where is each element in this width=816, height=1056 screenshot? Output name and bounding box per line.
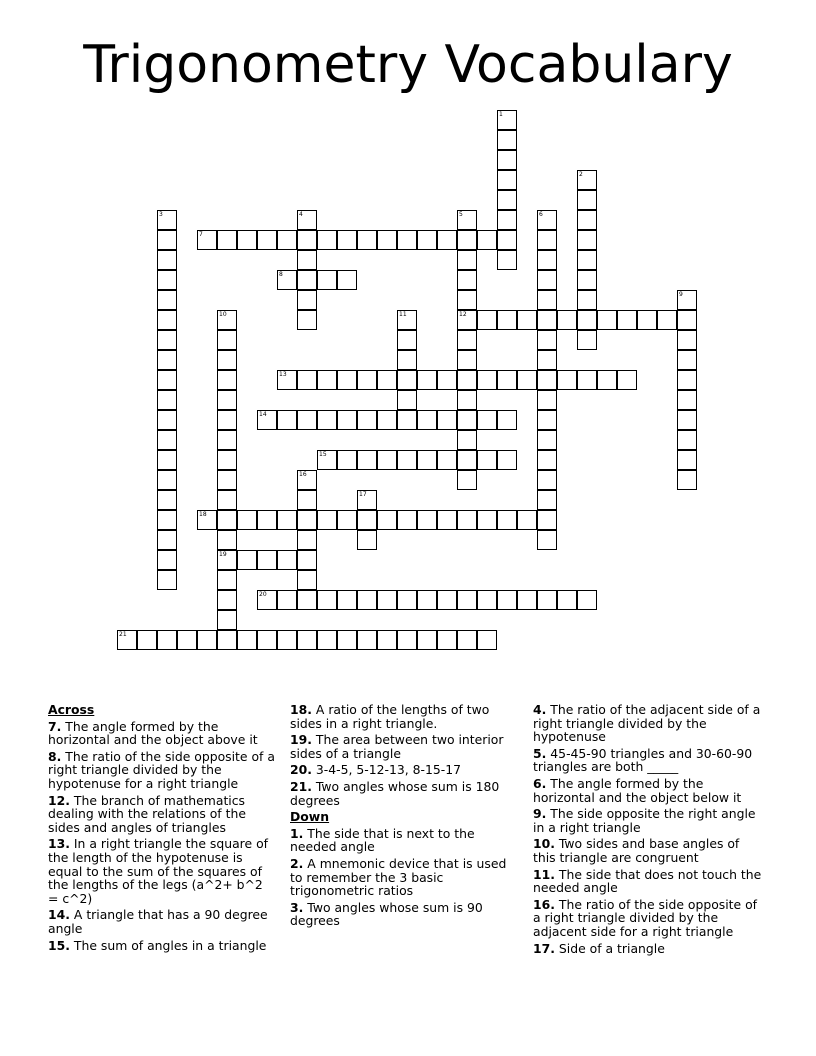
grid-cell[interactable] xyxy=(537,450,557,470)
grid-cell[interactable] xyxy=(457,510,477,530)
grid-cell[interactable] xyxy=(537,230,557,250)
grid-cell[interactable] xyxy=(497,110,517,130)
grid-cell[interactable] xyxy=(157,370,177,390)
grid-cell[interactable] xyxy=(157,470,177,490)
grid-cell[interactable] xyxy=(297,530,317,550)
grid-cell[interactable] xyxy=(457,250,477,270)
grid-cell[interactable] xyxy=(457,630,477,650)
grid-cell[interactable] xyxy=(197,630,217,650)
grid-cell[interactable] xyxy=(277,230,297,250)
grid-cell[interactable] xyxy=(577,370,597,390)
grid-cell[interactable] xyxy=(397,510,417,530)
grid-cell[interactable] xyxy=(457,230,477,250)
grid-cell[interactable] xyxy=(397,590,417,610)
grid-cell[interactable] xyxy=(597,370,617,390)
grid-cell[interactable] xyxy=(217,430,237,450)
grid-cell[interactable] xyxy=(377,410,397,430)
cell-number: 13 xyxy=(279,371,287,378)
grid-cell[interactable] xyxy=(437,590,457,610)
grid-cell[interactable] xyxy=(217,390,237,410)
grid-cell[interactable] xyxy=(157,330,177,350)
grid-cell[interactable] xyxy=(217,230,237,250)
grid-cell[interactable] xyxy=(157,530,177,550)
grid-cell[interactable] xyxy=(677,310,697,330)
grid-cell[interactable] xyxy=(577,310,597,330)
clue-across-8: 8. The ratio of the side opposite of a right triangle divided by the hypotenuse for a right triangle xyxy=(48,748,275,791)
clue-across-7: 7. The angle formed by the horizontal and the object above it xyxy=(48,718,258,748)
grid-cell[interactable] xyxy=(537,490,557,510)
grid-cell[interactable] xyxy=(437,450,457,470)
grid-cell[interactable] xyxy=(337,270,357,290)
grid-cell[interactable] xyxy=(377,510,397,530)
grid-cell[interactable] xyxy=(577,230,597,250)
down-heading: Down xyxy=(290,809,330,825)
grid-cell[interactable] xyxy=(257,410,277,430)
grid-cell[interactable] xyxy=(257,230,277,250)
grid-cell[interactable] xyxy=(337,450,357,470)
grid-cell[interactable] xyxy=(457,430,477,450)
clue-across-18: 18. A ratio of the lengths of two sides in a right triangle. xyxy=(290,702,490,731)
grid-cell[interactable] xyxy=(357,450,377,470)
cell-number: 2 xyxy=(579,171,583,178)
grid-cell[interactable] xyxy=(537,370,557,390)
grid-cell[interactable] xyxy=(517,510,537,530)
clue-across-15: 15. The sum of angles in a triangle xyxy=(48,937,267,953)
grid-cell[interactable] xyxy=(457,410,477,430)
grid-cell[interactable] xyxy=(257,630,277,650)
grid-cell[interactable] xyxy=(497,370,517,390)
grid-cell[interactable] xyxy=(257,510,277,530)
grid-cell[interactable] xyxy=(677,430,697,450)
grid-cell[interactable] xyxy=(457,390,477,410)
clue-down-2: 2. A mnemonic device that is used to remember the 3 basic trigonometric ratios xyxy=(290,855,507,899)
grid-cell[interactable] xyxy=(417,410,437,430)
grid-cell[interactable] xyxy=(537,330,557,350)
grid-cell[interactable] xyxy=(277,550,297,570)
cell-number: 10 xyxy=(219,311,227,318)
grid-cell[interactable] xyxy=(617,310,637,330)
grid-cell[interactable] xyxy=(217,550,237,570)
grid-cell[interactable] xyxy=(357,530,377,550)
grid-cell[interactable] xyxy=(517,310,537,330)
grid-cell[interactable] xyxy=(457,270,477,290)
grid-cell[interactable] xyxy=(357,230,377,250)
cell-number: 17 xyxy=(359,491,367,498)
grid-cell[interactable] xyxy=(377,630,397,650)
cell-number: 7 xyxy=(199,231,203,238)
grid-cell[interactable] xyxy=(457,370,477,390)
grid-cell[interactable] xyxy=(537,250,557,270)
cell-number: 18 xyxy=(199,511,207,518)
grid-cell[interactable] xyxy=(357,410,377,430)
clues-column-3 xyxy=(533,703,765,958)
grid-cell[interactable] xyxy=(297,290,317,310)
grid-cell[interactable] xyxy=(157,250,177,270)
grid-cell[interactable] xyxy=(237,230,257,250)
grid-cell[interactable] xyxy=(357,630,377,650)
grid-cell[interactable] xyxy=(437,510,457,530)
clue-down-16: 16. The ratio of the side opposite of a right triangle divided by the adjacent side for a right triangle xyxy=(533,896,758,939)
grid-cell[interactable] xyxy=(217,370,237,390)
grid-cell[interactable] xyxy=(497,410,517,430)
grid-cell[interactable] xyxy=(417,590,437,610)
grid-cell[interactable] xyxy=(537,290,557,310)
grid-cell[interactable] xyxy=(337,630,357,650)
grid-cell[interactable] xyxy=(677,410,697,430)
grid-cell[interactable] xyxy=(517,370,537,390)
grid-cell[interactable] xyxy=(357,510,377,530)
grid-cell[interactable] xyxy=(477,630,497,650)
grid-cell[interactable] xyxy=(397,310,417,330)
grid-cell[interactable] xyxy=(457,470,477,490)
grid-cell[interactable] xyxy=(157,570,177,590)
cell-number: 12 xyxy=(459,311,467,318)
grid-cell[interactable] xyxy=(157,430,177,450)
grid-cell[interactable] xyxy=(257,590,277,610)
grid-cell[interactable] xyxy=(337,510,357,530)
clue-across-21: 21. Two angles whose sum is 180 degrees xyxy=(290,778,500,808)
grid-cell[interactable] xyxy=(417,450,437,470)
grid-cell[interactable] xyxy=(537,310,557,330)
grid-cell[interactable] xyxy=(297,510,317,530)
grid-cell[interactable] xyxy=(357,490,377,510)
grid-cell[interactable] xyxy=(677,370,697,390)
clue-across-12: 12. The branch of mathematics dealing with the relations of the sides and angles of triangles xyxy=(48,792,246,835)
clue-down-1: 1. The side that is next to the needed angle xyxy=(290,825,475,855)
grid-cell[interactable] xyxy=(297,230,317,250)
grid-cell[interactable] xyxy=(297,370,317,390)
grid-cell[interactable] xyxy=(477,590,497,610)
grid-cell[interactable] xyxy=(577,270,597,290)
cell-number: 11 xyxy=(399,311,407,318)
grid-cell[interactable] xyxy=(477,370,497,390)
grid-cell[interactable] xyxy=(457,350,477,370)
grid-cell[interactable] xyxy=(517,590,537,610)
grid-cell[interactable] xyxy=(457,210,477,230)
grid-cell[interactable] xyxy=(217,310,237,330)
grid-cell[interactable] xyxy=(497,150,517,170)
grid-cell[interactable] xyxy=(377,230,397,250)
grid-cell[interactable] xyxy=(457,330,477,350)
grid-cell[interactable] xyxy=(397,230,417,250)
grid-cell[interactable] xyxy=(537,470,557,490)
clue-down-4: 4. The ratio of the adjacent side of a right triangle divided by the hypotenuse xyxy=(533,702,761,745)
grid-cell[interactable] xyxy=(297,270,317,290)
grid-cell[interactable] xyxy=(237,630,257,650)
grid-cell[interactable] xyxy=(217,350,237,370)
grid-cell[interactable] xyxy=(237,510,257,530)
grid-cell[interactable] xyxy=(297,410,317,430)
cell-number: 3 xyxy=(159,211,163,218)
grid-cell[interactable] xyxy=(577,330,597,350)
grid-cell[interactable] xyxy=(217,410,237,430)
grid-cell[interactable] xyxy=(497,170,517,190)
grid-cell[interactable] xyxy=(277,410,297,430)
grid-cell[interactable] xyxy=(437,230,457,250)
grid-cell[interactable] xyxy=(497,210,517,230)
cell-number: 1 xyxy=(499,111,503,118)
grid-cell[interactable] xyxy=(297,590,317,610)
clue-down-5: 5. 45-45-90 triangles and 30-60-90 triangles are both _____ xyxy=(533,745,753,775)
grid-cell[interactable] xyxy=(197,230,217,250)
grid-cell[interactable] xyxy=(237,550,257,570)
grid-cell[interactable] xyxy=(557,590,577,610)
grid-cell[interactable] xyxy=(377,370,397,390)
grid-cell[interactable] xyxy=(277,510,297,530)
grid-cell[interactable] xyxy=(217,570,237,590)
grid-cell[interactable] xyxy=(497,450,517,470)
grid-cell[interactable] xyxy=(577,190,597,210)
grid-cell[interactable] xyxy=(277,270,297,290)
grid-cell[interactable] xyxy=(397,390,417,410)
grid-cell[interactable] xyxy=(497,510,517,530)
clue-down-10: 10. Two sides and base angles of this triangle are congruent xyxy=(533,836,740,865)
grid-cell[interactable] xyxy=(397,350,417,370)
grid-cell[interactable] xyxy=(417,370,437,390)
cell-number: 19 xyxy=(219,551,227,558)
cell-number: 9 xyxy=(679,291,683,298)
grid-cell[interactable] xyxy=(437,630,457,650)
grid-cell[interactable] xyxy=(357,590,377,610)
grid-cell[interactable] xyxy=(677,330,697,350)
grid-cell[interactable] xyxy=(677,290,697,310)
grid-cell[interactable] xyxy=(457,450,477,470)
cell-number: 8 xyxy=(279,271,283,278)
clue-down-11: 11. The side that does not touch the needed angle xyxy=(533,866,762,896)
grid-cell[interactable] xyxy=(637,310,657,330)
grid-cell[interactable] xyxy=(497,130,517,150)
grid-cell[interactable] xyxy=(577,210,597,230)
grid-cell[interactable] xyxy=(537,430,557,450)
grid-cell[interactable] xyxy=(457,590,477,610)
grid-cell[interactable] xyxy=(437,370,457,390)
grid-cell[interactable] xyxy=(157,310,177,330)
grid-cell[interactable] xyxy=(297,570,317,590)
grid-cell[interactable] xyxy=(277,370,297,390)
page-title: Trigonometry Vocabulary xyxy=(83,35,733,95)
grid-cell[interactable] xyxy=(157,230,177,250)
grid-cell[interactable] xyxy=(297,250,317,270)
grid-cell[interactable] xyxy=(377,450,397,470)
grid-cell[interactable] xyxy=(157,390,177,410)
grid-cell[interactable] xyxy=(297,310,317,330)
grid-cell[interactable] xyxy=(477,450,497,470)
grid-cell[interactable] xyxy=(337,590,357,610)
grid-cell[interactable] xyxy=(217,450,237,470)
grid-cell[interactable] xyxy=(217,610,237,630)
cell-number: 6 xyxy=(539,211,543,218)
grid-cell[interactable] xyxy=(577,290,597,310)
grid-cell[interactable] xyxy=(537,210,557,230)
grid-cell[interactable] xyxy=(477,410,497,430)
grid-cell[interactable] xyxy=(157,210,177,230)
grid-cell[interactable] xyxy=(617,370,637,390)
grid-cell[interactable] xyxy=(417,630,437,650)
clue-across-20: 20. 3-4-5, 5-12-13, 8-15-17 xyxy=(290,762,461,778)
grid-cell[interactable] xyxy=(537,350,557,370)
grid-cell[interactable] xyxy=(437,410,457,430)
grid-cell[interactable] xyxy=(537,530,557,550)
grid-cell[interactable] xyxy=(357,370,377,390)
grid-cell[interactable] xyxy=(477,310,497,330)
grid-cell[interactable] xyxy=(157,350,177,370)
clue-down-9: 9. The side opposite the right angle in a right triangle xyxy=(533,806,756,835)
grid-cell[interactable] xyxy=(317,450,337,470)
grid-cell[interactable] xyxy=(497,310,517,330)
clue-across-14: 14. A triangle that has a 90 degree angle xyxy=(48,907,268,936)
grid-cell[interactable] xyxy=(317,370,337,390)
grid-cell[interactable] xyxy=(537,270,557,290)
grid-cell[interactable] xyxy=(277,630,297,650)
grid-cell[interactable] xyxy=(397,370,417,390)
grid-cell[interactable] xyxy=(337,410,357,430)
grid-cell[interactable] xyxy=(157,630,177,650)
cell-number: 16 xyxy=(299,471,307,478)
clue-down-3: 3. Two angles whose sum is 90 degrees xyxy=(290,899,483,929)
cell-number: 21 xyxy=(119,631,127,638)
grid-cell[interactable] xyxy=(317,590,337,610)
grid-cell[interactable] xyxy=(217,630,237,650)
grid-cell[interactable] xyxy=(457,290,477,310)
grid-cell[interactable] xyxy=(677,350,697,370)
grid-cell[interactable] xyxy=(217,590,237,610)
grid-cell[interactable] xyxy=(397,330,417,350)
grid-cell[interactable] xyxy=(497,190,517,210)
cell-number: 5 xyxy=(459,211,463,218)
grid-cell[interactable] xyxy=(157,290,177,310)
cell-number: 4 xyxy=(299,211,303,218)
grid-cell[interactable] xyxy=(297,210,317,230)
grid-cell[interactable] xyxy=(557,370,577,390)
grid-cell[interactable] xyxy=(397,630,417,650)
grid-cell[interactable] xyxy=(217,470,237,490)
grid-cell[interactable] xyxy=(217,490,237,510)
grid-cell[interactable] xyxy=(537,590,557,610)
grid-cell[interactable] xyxy=(297,630,317,650)
grid-cell[interactable] xyxy=(337,370,357,390)
clues-column-2 xyxy=(290,703,518,931)
grid-cell[interactable] xyxy=(657,310,677,330)
clue-down-6: 6. The angle formed by the horizontal and the object below it xyxy=(533,775,742,805)
across-heading: Across xyxy=(48,702,95,717)
grid-cell[interactable] xyxy=(317,230,337,250)
grid-cell[interactable] xyxy=(197,510,217,530)
grid-cell[interactable] xyxy=(217,330,237,350)
grid-cell[interactable] xyxy=(597,310,617,330)
grid-cell[interactable] xyxy=(157,450,177,470)
grid-cell[interactable] xyxy=(277,590,297,610)
grid-cell[interactable] xyxy=(157,270,177,290)
grid-cell[interactable] xyxy=(477,230,497,250)
grid-cell[interactable] xyxy=(137,630,157,650)
grid-cell[interactable] xyxy=(217,530,237,550)
grid-cell[interactable] xyxy=(177,630,197,650)
clues-column-1 xyxy=(48,703,276,955)
clue-down-17: 17. Side of a triangle xyxy=(533,940,665,956)
grid-cell[interactable] xyxy=(297,470,317,490)
grid-cell[interactable] xyxy=(677,450,697,470)
clue-across-19: 19. The area between two interior sides of a triangle xyxy=(290,732,504,761)
grid-cell[interactable] xyxy=(537,410,557,430)
grid-cell[interactable] xyxy=(577,590,597,610)
grid-cell[interactable] xyxy=(497,590,517,610)
grid-cell[interactable] xyxy=(457,310,477,330)
grid-cell[interactable] xyxy=(677,470,697,490)
grid-cell[interactable] xyxy=(317,510,337,530)
grid-cell[interactable] xyxy=(317,630,337,650)
grid-cell[interactable] xyxy=(217,510,237,530)
grid-cell[interactable] xyxy=(417,510,437,530)
grid-cell[interactable] xyxy=(117,630,137,650)
cell-number: 15 xyxy=(319,451,327,458)
cell-number: 20 xyxy=(259,591,267,598)
grid-cell[interactable] xyxy=(157,510,177,530)
grid-cell[interactable] xyxy=(497,230,517,250)
grid-cell[interactable] xyxy=(677,390,697,410)
grid-cell[interactable] xyxy=(397,410,417,430)
grid-cell[interactable] xyxy=(317,270,337,290)
clue-across-13: 13. In a right triangle the square of the length of the hypotenuse is equal to the sum of the squares of the lengths of the legs (a^2+ b^2 = c^2) xyxy=(48,836,269,906)
cell-number: 14 xyxy=(259,411,267,418)
grid-cell[interactable] xyxy=(157,550,177,570)
grid-cell[interactable] xyxy=(317,410,337,430)
grid-cell[interactable] xyxy=(537,510,557,530)
grid-cell[interactable] xyxy=(397,450,417,470)
grid-cell[interactable] xyxy=(297,490,317,510)
grid-cell[interactable] xyxy=(417,230,437,250)
grid-cell[interactable] xyxy=(577,250,597,270)
grid-cell[interactable] xyxy=(497,250,517,270)
grid-cell[interactable] xyxy=(257,550,277,570)
grid-cell[interactable] xyxy=(337,230,357,250)
grid-cell[interactable] xyxy=(477,510,497,530)
grid-cell[interactable] xyxy=(377,590,397,610)
grid-cell[interactable] xyxy=(577,170,597,190)
grid-cell[interactable] xyxy=(537,390,557,410)
grid-cell[interactable] xyxy=(157,490,177,510)
grid-cell[interactable] xyxy=(297,550,317,570)
grid-cell[interactable] xyxy=(157,410,177,430)
grid-cell[interactable] xyxy=(557,310,577,330)
